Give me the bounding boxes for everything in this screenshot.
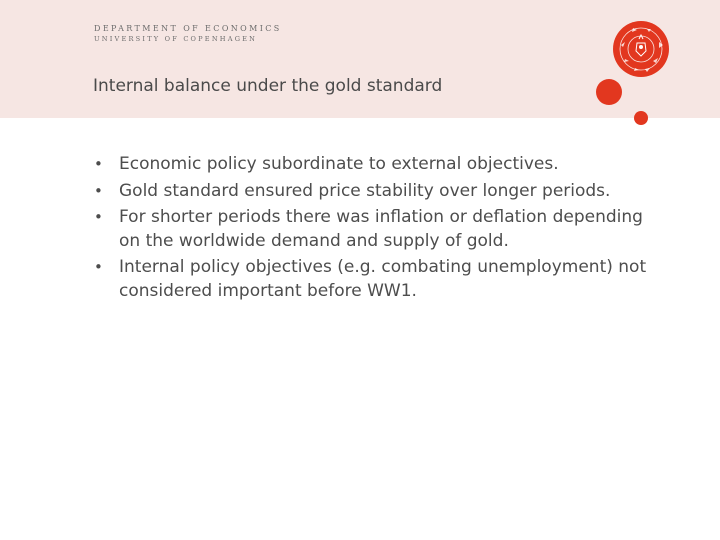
bullet-list — [92, 153, 652, 306]
bullet-marker: • — [94, 155, 103, 173]
decorative-large-red-dot — [596, 79, 622, 105]
university-name: UNIVERSITY OF COPENHAGEN — [94, 35, 258, 43]
bullet-marker: • — [94, 208, 103, 226]
department-name: DEPARTMENT OF ECONOMICS — [94, 24, 282, 33]
bullet-item — [92, 206, 652, 253]
bullet-marker: • — [94, 181, 103, 200]
bullet-item — [92, 256, 652, 303]
slide-title: Internal balance under the gold standard — [93, 76, 443, 96]
bullet-text: Gold standard ensured price stability over longer periods. — [119, 180, 611, 201]
bullet-text: Economic policy subordinate to external objectives. — [119, 154, 559, 174]
decorative-small-red-dot — [634, 111, 648, 125]
bullet-marker: • — [94, 258, 103, 276]
bullet-text: For shorter periods there was inflation or deflation depending on the worldwide demand and supply of gold. — [119, 207, 643, 251]
university-seal-logo — [613, 21, 669, 77]
bullet-item — [92, 180, 652, 204]
bullet-text: Internal policy objectives (e.g. combating unemployment) not considered important before WW1. — [119, 257, 647, 301]
bullet-item — [92, 153, 652, 177]
